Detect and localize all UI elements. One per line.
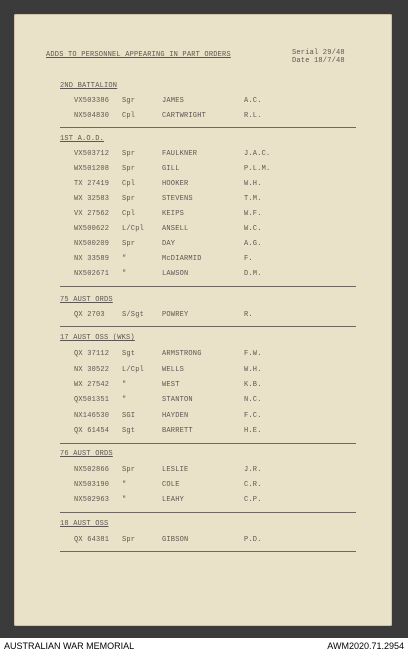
surname: LESLIE [162,466,189,474]
service-number: NX503190 [74,481,110,489]
initials: R.L. [244,112,262,120]
rank: " [122,496,127,504]
service-number: NX502671 [74,270,110,278]
rank: Spr [122,240,136,248]
service-number: TX 27419 [74,180,110,188]
initials: W.H. [244,366,262,374]
rank: " [122,481,127,489]
surname: ANSELL [162,225,189,233]
service-number: NX 30522 [74,366,110,374]
rank: Sgt [122,427,136,435]
section-divider [60,127,356,128]
service-number: QX501351 [74,396,110,404]
surname: DAY [162,240,176,248]
service-number: WX 27542 [74,381,110,389]
rank: " [122,270,127,278]
surname: KEIPS [162,210,185,218]
surname: LAWSON [162,270,189,278]
document-date: Date 18/7/48 [292,57,345,65]
section-divider [60,551,356,552]
rank: Cpl [122,210,136,218]
section-divider [60,326,356,327]
archive-credit: AUSTRALIAN WAR MEMORIAL [4,641,135,651]
section-header: 75 AUST ORDS [60,296,113,304]
rank: L/Cpl [122,366,145,374]
surname: ARMSTRONG [162,350,202,358]
rank: " [122,381,127,389]
service-number: NX504830 [74,112,110,120]
initials: A.G. [244,240,262,248]
caption-bar [0,638,408,653]
surname: FAULKNER [162,150,198,158]
initials: A.C. [244,97,262,105]
serial-number: Serial 29/48 [292,49,345,57]
service-number: QX 61454 [74,427,110,435]
accession-number: AWM2020.71.2954 [327,641,404,651]
initials: J.R. [244,466,262,474]
initials: F.W. [244,350,262,358]
surname: McDIARMID [162,255,202,263]
service-number: QX 37112 [74,350,110,358]
section-divider [60,443,356,444]
section-header: 18 AUST OSS [60,520,109,528]
service-number: NX500209 [74,240,110,248]
surname: COLE [162,481,180,489]
service-number: NX502963 [74,496,110,504]
document-page [14,14,392,626]
service-number: VX 27562 [74,210,110,218]
section-header: 1ST A.O.D. [60,135,105,143]
service-number: WX501208 [74,165,110,173]
initials: C.R. [244,481,262,489]
rank: Sgt [122,350,136,358]
rank: SGI [122,412,136,420]
initials: W.H. [244,180,262,188]
rank: Cpl [122,180,136,188]
service-number: VX503712 [74,150,110,158]
surname: HOOKER [162,180,189,188]
initials: C.P. [244,496,262,504]
service-number: NX 33589 [74,255,110,263]
service-number: WX500622 [74,225,110,233]
rank: Spr [122,165,136,173]
rank: Spr [122,195,136,203]
service-number: WX 32583 [74,195,110,203]
surname: WELLS [162,366,185,374]
rank: " [122,255,127,263]
surname: STANTON [162,396,193,404]
initials: P.D. [244,536,262,544]
surname: GILL [162,165,180,173]
initials: W.F. [244,210,262,218]
surname: CARTWRIGHT [162,112,207,120]
service-number: QX 2703 [74,311,105,319]
surname: STEVENS [162,195,193,203]
initials: D.M. [244,270,262,278]
surname: LEAHY [162,496,185,504]
initials: F. [244,255,253,263]
initials: N.C. [244,396,262,404]
surname: HAYDEN [162,412,189,420]
rank: S/Sgt [122,311,145,319]
initials: R. [244,311,253,319]
section-divider [60,512,356,513]
section-header: 2ND BATTALION [60,82,118,90]
section-header: 76 AUST ORDS [60,450,113,458]
initials: K.B. [244,381,262,389]
rank: Sgr [122,97,136,105]
surname: GIBSON [162,536,189,544]
initials: T.M. [244,195,262,203]
document-title: ADDS TO PERSONNEL APPEARING IN PART ORDERS [46,51,231,59]
service-number: VX503386 [74,97,110,105]
rank: L/Cpl [122,225,145,233]
service-number: NX146530 [74,412,110,420]
initials: F.C. [244,412,262,420]
surname: JAMES [162,97,185,105]
initials: J.A.C. [244,150,271,158]
section-divider [60,286,356,287]
surname: WEST [162,381,180,389]
rank: Spr [122,536,136,544]
rank: " [122,396,127,404]
rank: Spr [122,150,136,158]
service-number: QX 64381 [74,536,110,544]
surname: POWREY [162,311,189,319]
rank: Spr [122,466,136,474]
section-header: 17 AUST OSS (WKS) [60,334,135,342]
surname: BARRETT [162,427,193,435]
initials: W.C. [244,225,262,233]
initials: H.E. [244,427,262,435]
rank: Cpl [122,112,136,120]
service-number: NX502866 [74,466,110,474]
initials: P.L.M. [244,165,271,173]
